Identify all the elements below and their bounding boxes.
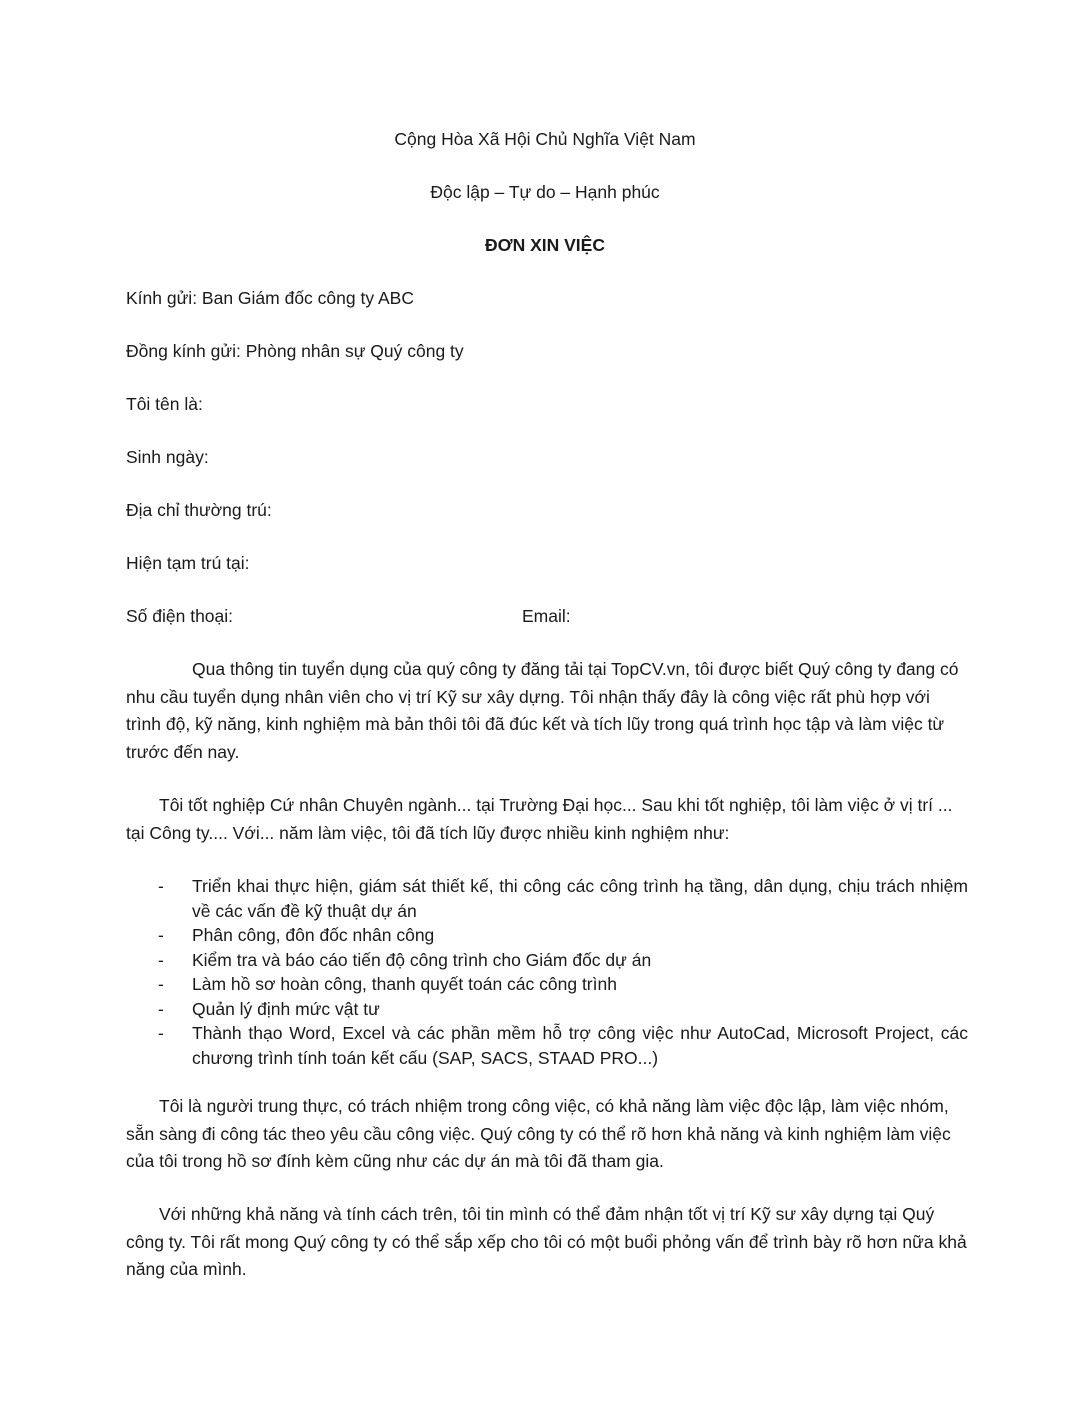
experience-list [126, 874, 968, 1070]
body-paragraph-4: Với những khả năng và tính cách trên, tôi tin mình có thể đảm nhận tốt vị trí Kỹ sư xây dựng tại Quý công ty. Tôi rất mong Quý công ty có thể sắp xếp cho tôi có một buổi phỏng vấn để trình bày rõ hơn nữa khả năng của mình. [126, 1204, 967, 1279]
email-field-label: Email: [522, 606, 571, 626]
address-field-label: Địa chỉ thường trú: [126, 500, 272, 520]
dob-field-label: Sinh ngày: [126, 447, 209, 467]
body-paragraph-1: Qua thông tin tuyển dụng của quý công ty đăng tải tại TopCV.vn, tôi được biết Quý công ty đang có nhu cầu tuyển dụng nhân viên cho vị trí Kỹ sư xây dựng. Tôi nhận thấy đây là công việc rất phù hợp với trình độ, kỹ năng, kinh nghiệm mà bản thôi tôi đã đúc kết và tích lũy trong quá trình học tập và làm việc từ trước đến nay. [126, 659, 959, 762]
motto-heading: Độc lập – Tự do – Hạnh phúc [430, 182, 660, 202]
list-bullet: - [158, 974, 164, 994]
list-item: - Quản lý định mức vật tư [126, 997, 968, 1022]
body-paragraph-3: Tôi là người trung thực, có trách nhiệm trong công việc, có khả năng làm việc độc lập, làm việc nhóm, sẵn sàng đi công tác theo yêu cầu công việc. Quý công ty có thể rõ hơn khả năng và kinh nghiệm làm việc của tôi trong hồ sơ đính kèm cũng như các dự án mà tôi đã tham gia. [126, 1096, 951, 1171]
list-bullet: - [158, 1023, 164, 1043]
list-item: - Triển khai thực hiện, giám sát thiết kế, thi công các công trình hạ tầng, dân dụng, chịu trách nhiệm về các vấn đề kỹ thuật dự án [158, 876, 968, 921]
list-item: - Thành thạo Word, Excel và các phần mềm hỗ trợ công việc như AutoCad, Microsoft Project, các chương trình tính toán kết cấu (SAP, SACS, STAAD PRO...) [158, 1023, 968, 1068]
temp-address-field-label: Hiện tạm trú tại: [126, 553, 250, 573]
list-bullet: - [158, 925, 164, 945]
phone-field-label: Số điện thoại: [126, 606, 234, 626]
country-heading: Cộng Hòa Xã Hội Chủ Nghĩa Việt Nam [394, 129, 696, 149]
recipient-line: Kính gửi: Ban Giám đốc công ty ABC [126, 288, 414, 308]
body-paragraph-2: Tôi tốt nghiệp Cứ nhân Chuyên ngành... tại Trường Đại học... Sau khi tốt nghiệp, tôi làm việc ở vị trí ... tại Công ty.... Với... năm làm việc, tôi đã tích lũy được nhiều kinh nghiệm như: [126, 795, 953, 843]
list-bullet: - [158, 949, 164, 970]
cc-recipient-line: Đồng kính gửi: Phòng nhân sự Quý công ty [126, 341, 464, 361]
list-bullet: - [158, 876, 164, 896]
list-bullet: - [158, 998, 164, 1019]
document-title: ĐƠN XIN VIỆC [485, 235, 605, 255]
list-item: - Kiểm tra và báo cáo tiến độ công trình cho Giám đốc dự án [126, 948, 968, 973]
name-field-label: Tôi tên là: [126, 394, 203, 414]
list-item: - Phân công, đôn đốc nhân công [126, 923, 968, 948]
list-item: - Làm hồ sơ hoàn công, thanh quyết toán các công trình [126, 972, 968, 997]
